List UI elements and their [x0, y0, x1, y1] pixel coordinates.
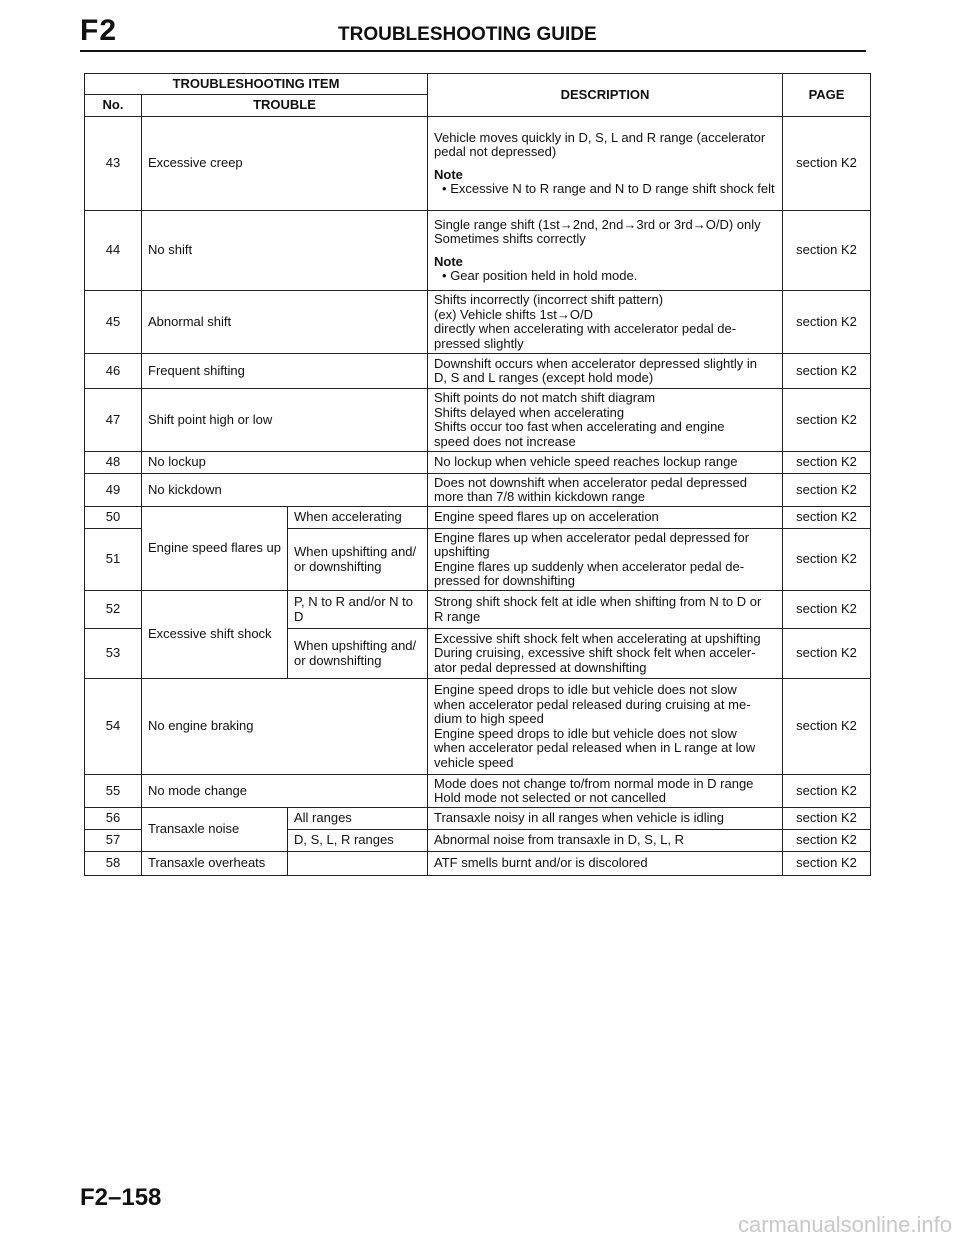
description-cell	[428, 629, 783, 679]
page-cell: section K2	[783, 830, 871, 852]
trouble-cell: Transaxle overheats	[142, 852, 288, 876]
trouble-cell: No kickdown	[142, 474, 428, 507]
condition-cell: D, S, L, R ranges	[288, 830, 428, 852]
table-row	[85, 354, 871, 389]
description-line: upshifting	[434, 544, 490, 559]
table-row	[85, 591, 871, 629]
row-number: 47	[85, 389, 142, 452]
table-row	[85, 452, 871, 474]
description-line: Hold mode not selected or not cancelled	[434, 790, 666, 805]
page-cell: section K2	[783, 808, 871, 830]
row-number: 57	[85, 830, 142, 852]
table-row	[85, 775, 871, 808]
row-number: 53	[85, 629, 142, 679]
description-cell	[428, 529, 783, 591]
no-header: No.	[85, 95, 142, 117]
description-line: Shifts occur too fast when accelerating and engine	[434, 419, 725, 434]
description-line: dium to high speed	[434, 711, 544, 726]
row-number: 56	[85, 808, 142, 830]
trouble-cell: No engine braking	[142, 679, 428, 775]
description-line: pressed for downshifting	[434, 573, 575, 588]
trouble-cell: No lockup	[142, 452, 428, 474]
description-cell	[428, 354, 783, 389]
row-number: 51	[85, 529, 142, 591]
page-title: TROUBLESHOOTING GUIDE	[338, 24, 597, 45]
note-bullet	[434, 182, 776, 197]
page-cell: section K2	[783, 354, 871, 389]
trouble-cell: No mode change	[142, 775, 428, 808]
trouble-cell: Transaxle noise	[142, 808, 288, 852]
description-line: Abnormal noise from transaxle in D, S, L, R	[434, 832, 685, 848]
description-line: Strong shift shock felt at idle when shifting from N to D or	[434, 594, 762, 609]
row-number: 50	[85, 507, 142, 529]
page-cell: section K2	[783, 291, 871, 354]
row-number: 58	[85, 852, 142, 876]
row-number: 54	[85, 679, 142, 775]
row-number: 48	[85, 452, 142, 474]
page-header-cell: PAGE	[783, 74, 871, 117]
description-line: Downshift occurs when accelerator depressed slightly in	[434, 355, 758, 371]
condition-cell: All ranges	[288, 808, 428, 830]
note-label: Note	[434, 166, 463, 182]
description-cell	[428, 389, 783, 452]
page-cell: section K2	[783, 507, 871, 529]
description-header: DESCRIPTION	[428, 74, 783, 117]
description-line: Shifts delayed when accelerating	[434, 404, 625, 420]
page-number: F2–158	[80, 1184, 162, 1211]
page-cell: section K2	[783, 389, 871, 452]
bullet-icon: •	[442, 181, 451, 196]
description-line: Engine speed flares up on acceleration	[434, 509, 659, 525]
bullet-icon: •	[442, 268, 451, 283]
description-line: Engine speed drops to idle but vehicle does not slow	[434, 725, 737, 741]
description-cell	[428, 830, 783, 852]
page-cell: section K2	[783, 529, 871, 591]
description-cell	[428, 775, 783, 808]
description-line: Engine flares up suddenly when accelerator pedal de-	[434, 558, 745, 574]
page-cell: section K2	[783, 474, 871, 507]
condition-cell: When upshifting and/ or downshifting	[288, 529, 428, 591]
row-number: 43	[85, 117, 142, 211]
trouble-header: TROUBLE	[142, 95, 428, 117]
trouble-cell: No shift	[142, 211, 428, 291]
page-cell: section K2	[783, 679, 871, 775]
condition-cell: When accelerating	[288, 507, 428, 529]
table-row	[85, 117, 871, 211]
table-row	[85, 474, 871, 507]
row-number: 44	[85, 211, 142, 291]
row-number: 55	[85, 775, 142, 808]
description-line: Transaxle noisy in all ranges when vehicle is idling	[434, 810, 725, 826]
note-bullet-text: Excessive N to R range and N to D range shift shock felt	[450, 181, 775, 196]
page-cell: section K2	[783, 775, 871, 808]
description-line: Engine speed drops to idle but vehicle does not slow	[434, 682, 737, 697]
description-line: Engine flares up when accelerator pedal depressed for	[434, 529, 750, 545]
description-line: Sometimes shifts correctly	[434, 231, 586, 246]
description-line: pedal not depressed)	[434, 144, 557, 159]
description-line: pressed slightly	[434, 335, 524, 351]
page-cell: section K2	[783, 452, 871, 474]
description-cell	[428, 117, 783, 211]
condition-cell	[288, 852, 428, 876]
row-number: 46	[85, 354, 142, 389]
description-cell	[428, 474, 783, 507]
condition-cell: When upshifting and/ or downshifting	[288, 629, 428, 679]
description-line: more than 7/8 within kickdown range	[434, 489, 646, 504]
page-cell: section K2	[783, 852, 871, 876]
table-row	[85, 808, 871, 830]
table-body	[85, 117, 871, 876]
page-cell: section K2	[783, 591, 871, 629]
troubleshooting-table	[84, 73, 871, 876]
description-line: Shifts incorrectly (incorrect shift pattern)	[434, 292, 664, 307]
description-cell	[428, 852, 783, 876]
trouble-cell: Abnormal shift	[142, 291, 428, 354]
table-row	[85, 211, 871, 291]
table-row	[85, 679, 871, 775]
table-row	[85, 389, 871, 452]
page-cell: section K2	[783, 629, 871, 679]
description-line: No lockup when vehicle speed reaches lockup range	[434, 454, 738, 470]
table-row	[85, 291, 871, 354]
description-line: directly when accelerating with accelerator pedal de-	[434, 321, 737, 336]
row-number: 52	[85, 591, 142, 629]
trouble-cell: Engine speed flares up	[142, 507, 288, 591]
table-row	[85, 507, 871, 529]
row-number: 45	[85, 291, 142, 354]
description-line: D, S and L ranges (except hold mode)	[434, 370, 654, 385]
section-code: F2	[80, 14, 118, 47]
description-cell	[428, 808, 783, 830]
note-bullet	[434, 269, 776, 284]
table-header	[85, 74, 871, 117]
trouble-cell: Shift point high or low	[142, 389, 428, 452]
page-cell: section K2	[783, 117, 871, 211]
description-line: (ex) Vehicle shifts 1st→O/D	[434, 306, 593, 322]
description-line: Vehicle moves quickly in D, S, L and R range (accelerator	[434, 129, 766, 145]
description-cell	[428, 679, 783, 775]
row-number: 49	[85, 474, 142, 507]
description-line: Mode does not change to/from normal mode in D range	[434, 775, 754, 791]
page-cell: section K2	[783, 211, 871, 291]
description-line: when accelerator pedal released when in L range at low	[434, 740, 756, 755]
description-cell	[428, 211, 783, 291]
description-line: Does not downshift when accelerator pedal depressed	[434, 474, 747, 490]
description-line: Single range shift (1st→2nd, 2nd→3rd or 3rd→O/D) only	[434, 216, 761, 232]
trouble-cell: Excessive creep	[142, 117, 428, 211]
description-line: when accelerator pedal released during cruising at me-	[434, 696, 751, 712]
description-line: ator pedal depressed at downshifting	[434, 659, 647, 675]
page-header	[80, 16, 866, 52]
description-line: During cruising, excessive shift shock felt when acceler-	[434, 645, 756, 661]
troubleshooting-item-header: TROUBLESHOOTING ITEM	[85, 74, 428, 95]
description-cell	[428, 591, 783, 629]
description-line: vehicle speed	[434, 754, 514, 770]
description-line: ATF smells burnt and/or is discolored	[434, 855, 648, 871]
description-line: R range	[434, 608, 481, 624]
note-label: Note	[434, 253, 463, 269]
description-line: Shift points do not match shift diagram	[434, 390, 656, 405]
note-bullet-text: Gear position held in hold mode.	[450, 268, 638, 283]
table-row	[85, 852, 871, 876]
trouble-cell: Frequent shifting	[142, 354, 428, 389]
condition-cell: P, N to R and/or N to D	[288, 591, 428, 629]
trouble-cell: Excessive shift shock	[142, 591, 288, 679]
description-cell	[428, 452, 783, 474]
description-cell	[428, 291, 783, 354]
description-line: Excessive shift shock felt when accelerating at upshifting	[434, 630, 761, 646]
description-cell	[428, 507, 783, 529]
watermark-text: carmanualsonline.info	[737, 1212, 952, 1237]
description-line: speed does not increase	[434, 433, 576, 449]
